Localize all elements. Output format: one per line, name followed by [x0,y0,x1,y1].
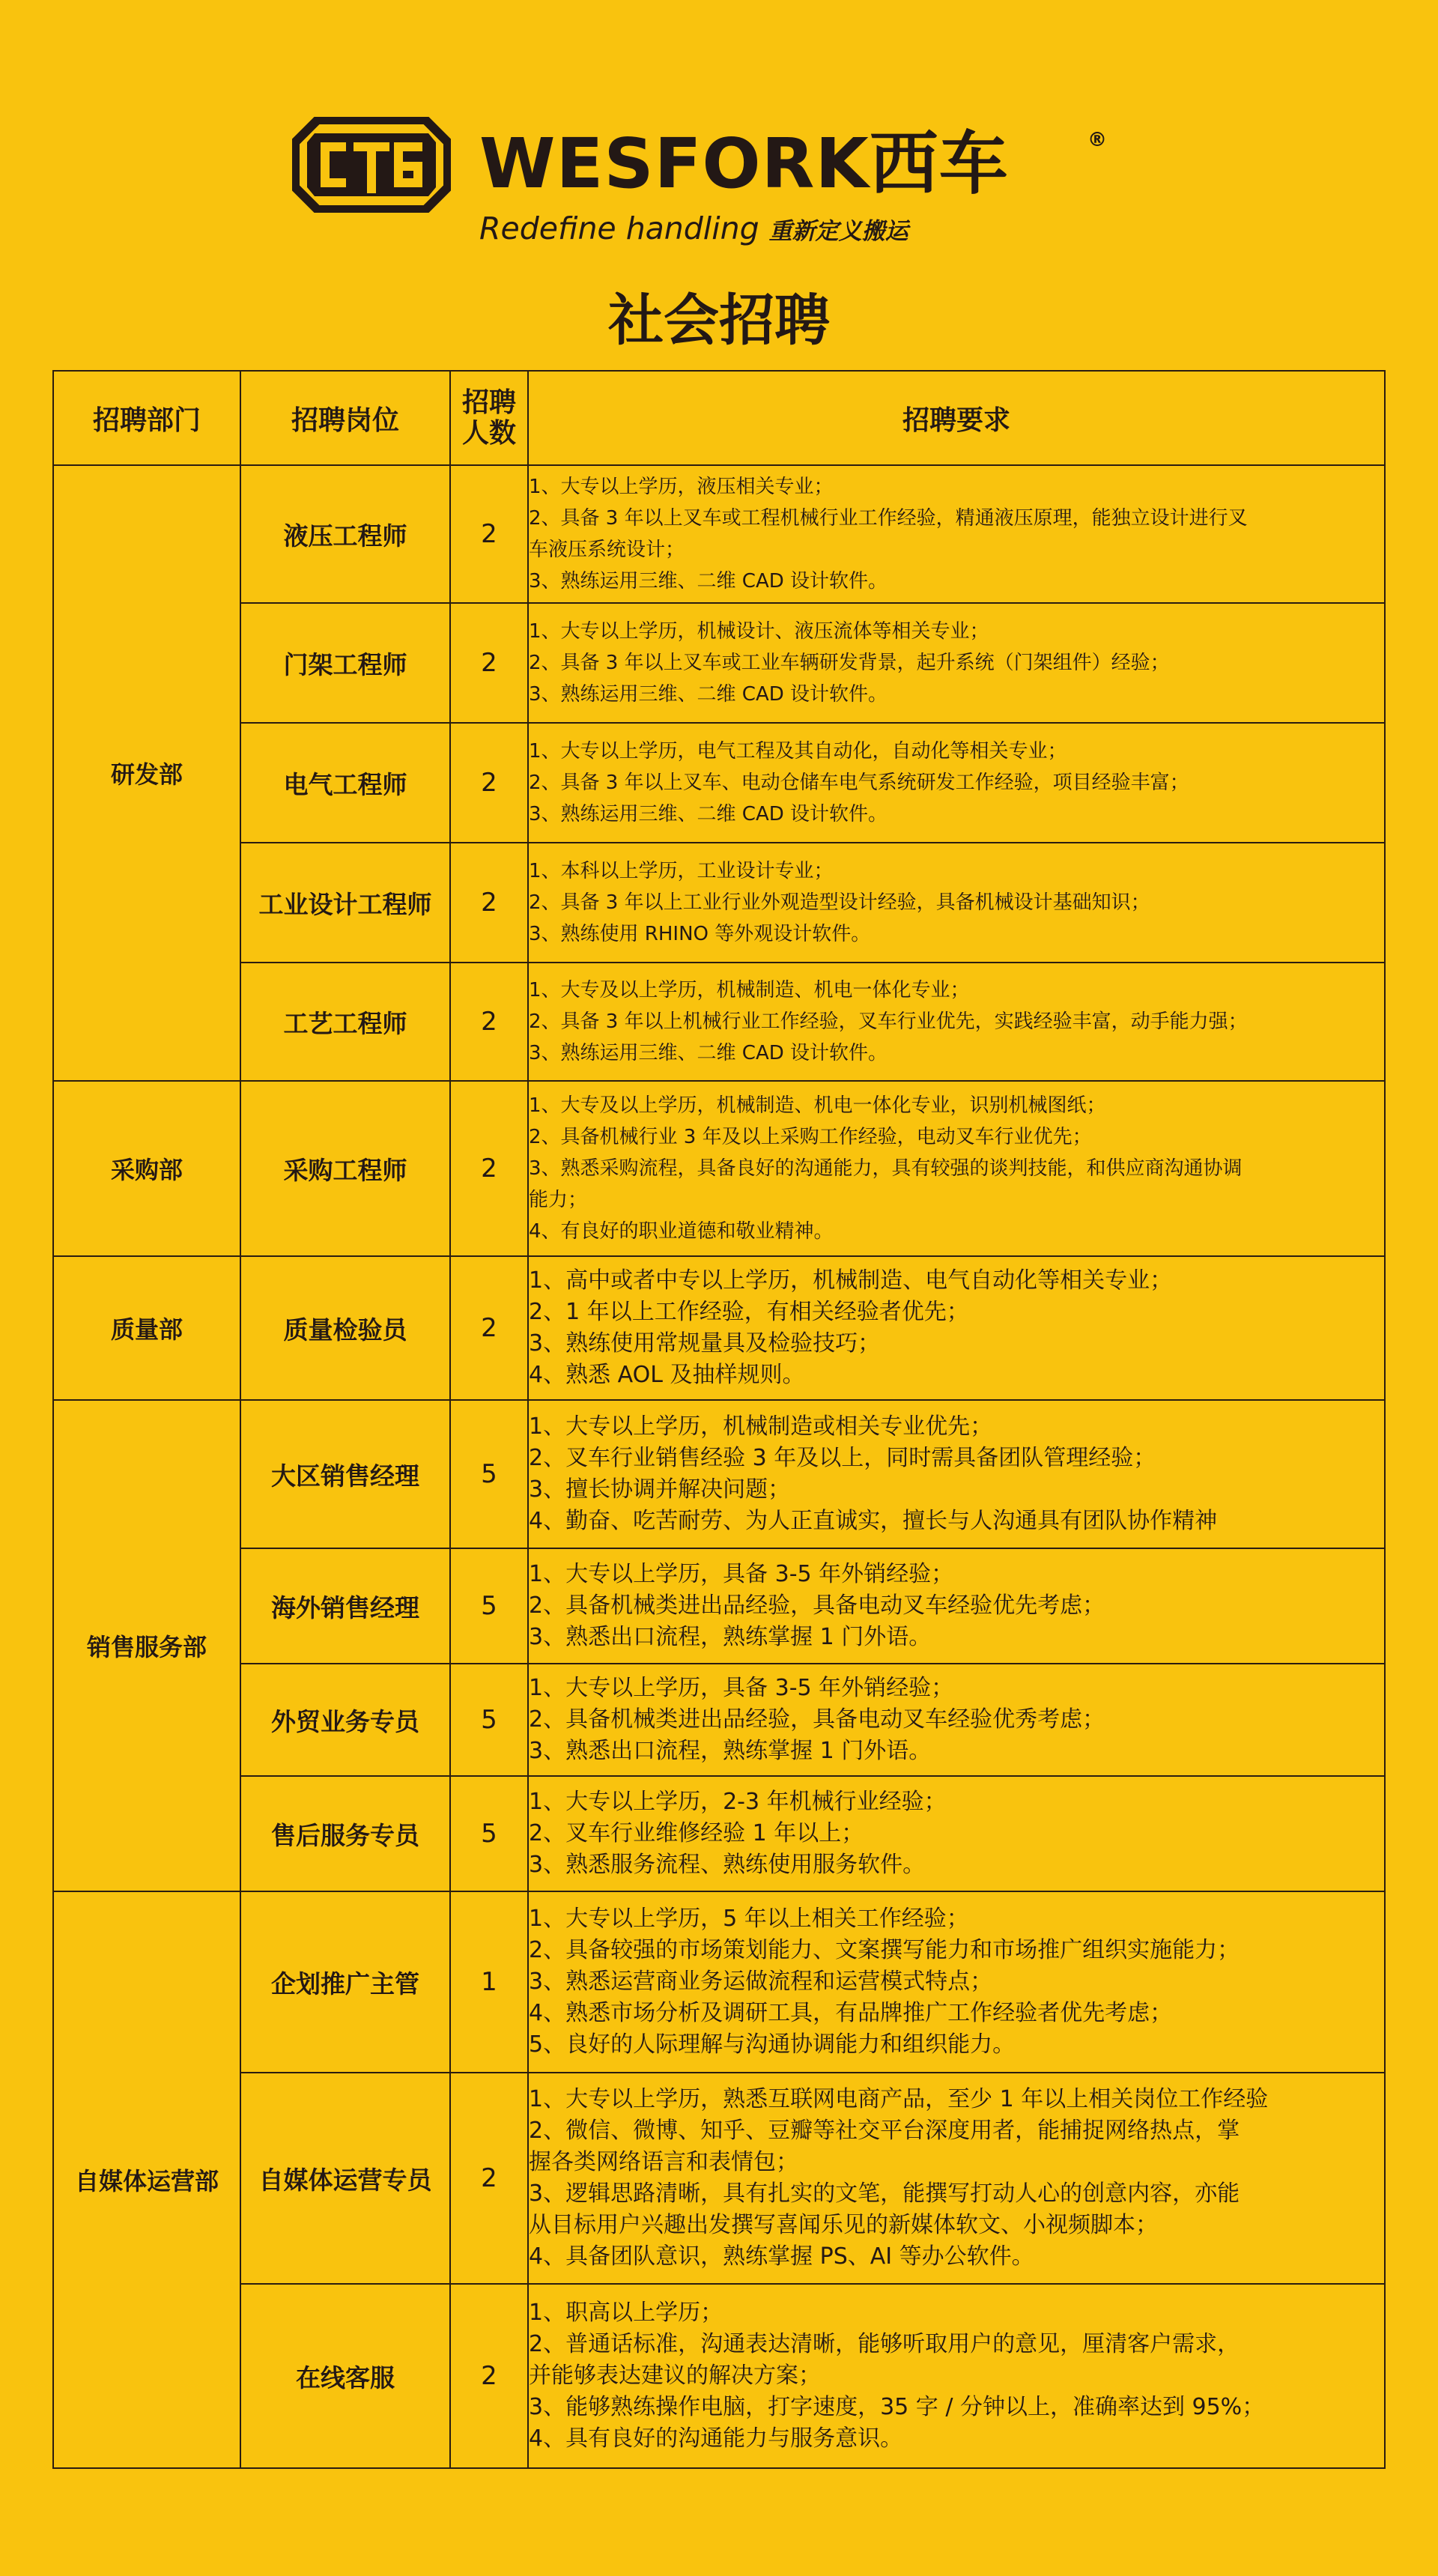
department-cell: 销售服务部 [53,1400,240,1891]
position-cell: 采购工程师 [240,1081,450,1256]
table-row [53,1256,1385,1400]
recruitment-table [52,370,1386,2469]
department-cell: 研发部 [53,465,240,1081]
requirement-line: 3、熟练运用三维、二维 CAD 设计软件。 [529,570,888,593]
tagline-en: Redefine handling [479,210,759,246]
table-row [53,843,1385,963]
table-row [53,1081,1385,1256]
headcount-cell: 2 [450,723,528,843]
requirement-line: 1、高中或者中专以上学历，机械制造、电气自动化等相关专业； [529,1267,1173,1294]
requirements-cell [528,723,1385,843]
requirement-line: 1、大专以上学历，具备 3-5 年外销经验； [529,1675,954,1701]
requirement-line: 3、熟悉采购流程，具备良好的沟通能力，具有较强的谈判技能，和供应商沟通协调 [529,1157,1243,1180]
requirement-line: 2、具备机械类进出品经验，具备电动叉车经验优先考虑； [529,1592,1105,1619]
requirement-line: 1、大专以上学历，机械制造或相关专业优先； [529,1413,993,1440]
position-cell: 海外销售经理 [240,1548,450,1664]
headcount-cell: 1 [450,1891,528,2073]
position-cell: 外贸业务专员 [240,1664,450,1776]
headcount-cell: 2 [450,603,528,723]
position-cell: 大区销售经理 [240,1400,450,1548]
requirement-line: 2、具备 3 年以上叉车或工业车辆研发背景，起升系统（门架组件）经验； [529,652,1170,674]
headcount-cell: 5 [450,1776,528,1891]
requirement-line: 4、熟悉 AOL 及抽样规则。 [529,1362,805,1388]
department-cell: 采购部 [53,1081,240,1256]
requirement-line: 2、具备 3 年以上叉车或工程机械行业工作经验，精通液压原理，能独立设计进行叉 [529,507,1248,530]
table-row [53,723,1385,843]
position-cell: 质量检验员 [240,1256,450,1400]
table-row [53,1400,1385,1548]
table-header-row [53,371,1385,465]
requirements-cell [528,465,1385,603]
requirement-line: 3、熟悉出口流程，熟练掌握 1 门外语。 [529,1738,932,1764]
department-cell: 质量部 [53,1256,240,1400]
requirements-cell [528,963,1385,1081]
position-cell: 工艺工程师 [240,963,450,1081]
position-cell: 液压工程师 [240,465,450,603]
requirement-line: 1、大专以上学历，电气工程及其自动化，自动化等相关专业； [529,740,1067,763]
header-count-line1: 招聘 [461,387,516,418]
requirement-line: 2、具备 3 年以上工业行业外观造型设计经验，具备机械设计基础知识； [529,891,1150,914]
requirement-line: 并能够表达建议的解决方案； [529,2363,821,2389]
requirement-line: 2、具备机械类进出品经验，具备电动叉车经验优秀考虑； [529,1706,1105,1733]
brand-name: WESFORK西车 [479,124,1009,204]
headcount-cell: 2 [450,465,528,603]
headcount-cell: 2 [450,2284,528,2468]
requirement-line: 2、具备较强的市场策划能力、文案撰写能力和市场推广组织实施能力； [529,1937,1240,1963]
position-cell: 在线客服 [240,2284,450,2468]
requirement-line: 1、职高以上学历； [529,2300,723,2326]
requirement-line: 2、具备 3 年以上叉车、电动仓储车电气系统研发工作经验，项目经验丰富； [529,772,1189,794]
headcount-cell: 2 [450,963,528,1081]
requirement-line: 2、叉车行业维修经验 1 年以上； [529,1820,864,1846]
requirement-line: 3、熟悉服务流程、熟练使用服务软件。 [529,1852,926,1878]
brand-logo [292,112,1146,251]
requirement-line: 握各类网络语言和表情包； [529,2149,798,2175]
requirements-cell [528,843,1385,963]
requirements-cell [528,1776,1385,1891]
requirement-line: 2、具备 3 年以上机械行业工作经验，叉车行业优先，实践经验丰富，动手能力强； [529,1010,1248,1033]
table-row [53,1664,1385,1776]
requirement-line: 3、熟练运用三维、二维 CAD 设计软件。 [529,683,888,706]
requirements-cell [528,1400,1385,1548]
requirements-cell [528,603,1385,723]
header-position: 招聘岗位 [240,371,450,465]
requirement-line: 3、逻辑思路清晰，具有扎实的文笔，能撰写打动人心的创意内容，亦能 [529,2180,1240,2207]
requirement-line: 4、熟悉市场分析及调研工具，有品牌推广工作经验者优先考虑； [529,2000,1173,2026]
requirement-line: 1、大专以上学历，2-3 年机械行业经验； [529,1789,947,1815]
requirement-line: 3、能够熟练操作电脑，打字速度，35 字 / 分钟以上，准确率达到 95%； [529,2394,1265,2420]
headcount-cell: 2 [450,843,528,963]
requirement-line: 2、1 年以上工作经验，有相关经验者优先； [529,1299,969,1325]
position-cell: 售后服务专员 [240,1776,450,1891]
headcount-cell: 2 [450,1081,528,1256]
position-cell: 门架工程师 [240,603,450,723]
table-row [53,2073,1385,2284]
header-department: 招聘部门 [53,371,240,465]
requirement-line: 1、大专以上学历，5 年以上相关工作经验； [529,1906,969,1932]
requirement-line: 4、勤奋、吃苦耐劳、为人正直诚实，擅长与人沟通具有团队协作精神 [529,1508,1218,1534]
requirements-cell [528,1081,1385,1256]
table-row [53,603,1385,723]
requirement-line: 车液压系统设计； [529,539,685,561]
requirement-line: 4、具有良好的沟通能力与服务意识。 [529,2425,903,2452]
requirement-line: 2、叉车行业销售经验 3 年及以上，同时需具备团队管理经验； [529,1445,1156,1471]
requirement-line: 3、熟悉运营商业务运做流程和运营模式特点； [529,1969,993,1995]
requirement-line: 1、大专及以上学历，机械制造、机电一体化专业； [529,979,970,1001]
requirements-cell [528,2073,1385,2284]
requirement-line: 能力； [529,1189,588,1211]
brand-emblem-icon [292,117,451,213]
header-requirements: 招聘要求 [528,371,1385,465]
headcount-cell: 2 [450,2073,528,2284]
requirement-line: 2、微信、微博、知乎、豆瓣等社交平台深度用者，能捕捉网络热点，掌 [529,2118,1240,2144]
requirement-line: 3、熟练运用三维、二维 CAD 设计软件。 [529,803,888,825]
table-row [53,465,1385,603]
requirement-line: 5、良好的人际理解与沟通协调能力和组织能力。 [529,2031,1016,2058]
requirement-line: 从目标用户兴趣出发撰写喜闻乐见的新媒体软文、小视频脚本； [529,2212,1158,2238]
table-body [53,465,1385,2468]
requirement-line: 3、熟练使用常规量具及检验技巧； [529,1330,881,1357]
registered-mark: ® [1087,129,1107,151]
tagline-cn: 重新定义搬运 [768,218,908,245]
page-title: 社会招聘 [608,288,830,353]
requirements-cell [528,1256,1385,1400]
requirements-cell [528,1891,1385,2073]
requirement-line: 1、大专及以上学历，机械制造、机电一体化专业，识别机械图纸； [529,1094,1106,1117]
table-row [53,1891,1385,2073]
requirement-line: 1、大专以上学历，具备 3-5 年外销经验； [529,1561,954,1587]
requirements-cell [528,1548,1385,1664]
requirement-line: 4、有良好的职业道德和敬业精神。 [529,1220,834,1243]
requirement-line: 4、具备团队意识，熟练掌握 PS、AI 等办公软件。 [529,2243,1034,2270]
requirement-line: 1、本科以上学历，工业设计专业； [529,860,834,882]
department-cell: 自媒体运营部 [53,1891,240,2468]
requirement-line: 3、熟练运用三维、二维 CAD 设计软件。 [529,1042,888,1064]
requirement-line: 2、普通话标准，沟通表达清晰，能够听取用户的意见，厘清客户需求， [529,2331,1240,2357]
headcount-cell: 5 [450,1400,528,1548]
header-count-line2: 人数 [461,418,516,449]
table-row [53,963,1385,1081]
requirement-line: 3、熟练使用 RHINO 等外观设计软件。 [529,923,871,945]
brand-tagline [479,210,908,250]
requirement-line: 3、熟悉出口流程，熟练掌握 1 门外语。 [529,1624,932,1650]
position-cell: 企划推广主管 [240,1891,450,2073]
header-count [450,371,528,465]
requirements-cell [528,1664,1385,1776]
table-row [53,1548,1385,1664]
headcount-cell: 5 [450,1664,528,1776]
table-row [53,1776,1385,1891]
position-cell: 工业设计工程师 [240,843,450,963]
headcount-cell: 5 [450,1548,528,1664]
position-cell: 电气工程师 [240,723,450,843]
requirements-cell [528,2284,1385,2468]
requirement-line: 1、大专以上学历，机械设计、液压流体等相关专业； [529,620,989,643]
position-cell: 自媒体运营专员 [240,2073,450,2284]
requirement-line: 1、大专以上学历，熟悉互联网电商产品，至少 1 年以上相关岗位工作经验 [529,2086,1269,2112]
table-row [53,2284,1385,2468]
requirement-line: 2、具备机械行业 3 年及以上采购工作经验，电动叉车行业优先； [529,1126,1092,1148]
requirement-line: 3、擅长协调并解决问题； [529,1476,791,1503]
requirement-line: 1、大专以上学历，液压相关专业； [529,476,834,498]
headcount-cell: 2 [450,1256,528,1400]
